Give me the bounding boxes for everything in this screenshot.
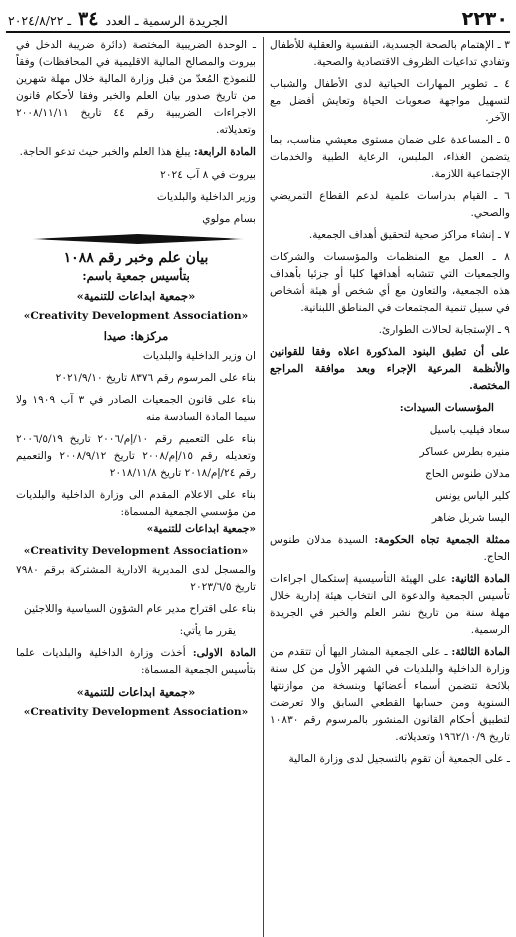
gov-representative [270, 532, 510, 566]
article-1 [16, 645, 256, 679]
founder-name: كلير الياس يونس [435, 490, 510, 502]
proposal-line: بناء على اقتراح مدير عام الشؤون السياسية واللاجئين [24, 603, 256, 615]
article-1-label: المادة الاولى: [192, 647, 256, 659]
article-4 [16, 144, 256, 161]
gazette-issue-line [8, 8, 228, 30]
two-column-body [6, 37, 510, 937]
article-2 [270, 571, 510, 639]
objective-item: ٣ ـ الإهتمام بالصحة الجسدية، النفسية والعقلية للأطفال وتفادي تداعيات الظروف الاقتصادية والصحية. [270, 39, 510, 68]
article-4-text: يبلغ هذا العلم والخبر حيث تدعو الحاجة. [19, 146, 191, 158]
founder-name: سعاد فيليب باسيل [429, 424, 510, 436]
notice-title: بيان علم وخبر رقم ١٠٨٨ [63, 250, 209, 266]
hq-value: صيدا [103, 329, 127, 343]
notice-subtitle: بتأسيس جمعية باسم: [82, 269, 190, 283]
preamble-line: ان وزير الداخلية والبلديات [142, 350, 256, 362]
headquarters [16, 328, 256, 345]
page-number: ٢٢٣٠ [461, 8, 508, 30]
preamble-line: بناء على التعميم رقم ١٠/إم/٢٠٠٦ تاريخ ٢٠٠٦/٥/١٩ وتعديله رقم ١٥/إم/٢٠٠٨ تاريخ ٢٠٠٨/٩/١٢ والتعميم رقم ٢٤/إم/٢٠١٨ تاريخ ٢٠١٨/١١/٨ [16, 433, 256, 479]
article-2-label: المادة الثانية: [451, 573, 510, 585]
tax-registration-line: ـ على الجمعية أن تقوم بالتسجيل لدى وزارة المالية [288, 753, 510, 765]
minister-name: بسام مولوي [202, 213, 256, 225]
association-name-ar: «جمعية ابداعات للتنمية» [76, 289, 196, 303]
article-3-label: المادة الثالثة: [451, 646, 510, 658]
objective-item: ٧ ـ إنشاء مراكز صحية لتحقيق أهداف الجمعية. [308, 229, 510, 241]
issue-number: ٣٤ [78, 8, 99, 30]
article-1-text: أخذت وزارة الداخلية والبلديات علما بتأسيس الجمعية المسماة: [16, 647, 256, 676]
section-divider [30, 234, 246, 244]
objective-item: ٩ ـ الإستجابة لحالات الطوارئ. [378, 324, 510, 336]
founder-name: مدلان طنوس الحاج [425, 468, 510, 480]
issue-date: ـ ٢٠٢٤/٨/٢٢ [8, 13, 72, 28]
gazette-title: الجريدة الرسمية ـ العدد [105, 13, 228, 28]
association-name-ar-3: «جمعية ابداعات للتنمية» [76, 685, 196, 699]
founders-label: المؤسسات السيدات: [399, 402, 494, 414]
place-date: بيروت في ٨ آب ٢٠٢٤ [160, 169, 256, 181]
association-name-ar-inline: «جمعية ابداعات للتنمية» [146, 523, 256, 535]
right-column [263, 37, 510, 937]
hq-label: مركزها: [130, 329, 169, 343]
gov-rep-label: ممثلة الجمعية تجاه الحكومة: [374, 534, 510, 546]
registration-line: والمسجل لدى المديرية الادارية المشتركة برقم ٧٩٨٠ تاريخ ٢٠٢٣/٦/٥ [16, 564, 256, 593]
preamble-line: بناء على قانون الجمعيات الصادر في ٣ آب ١٩٠٩ ولا سيما المادة السادسة منه [16, 394, 256, 423]
founder-name: اليسا شربل ضاهر [431, 512, 510, 524]
tax-registration-continued: ـ الوحدة الضريبية المختصة (دائرة ضريبة الدخل في بيروت والمصالح المالية الاقليمية في المحافظات) وفقاً للنموذج المُعدّ من قبل وزارة المالية خلال مهلة شهرين من تاريخ صدور بيان العلم والخبر وفقا لأحكام قانون الاجراءات الضريبية رقم ٤٤ تاريخ ٢٠٠٨/١١/١١ وتعديلاته. [16, 39, 256, 136]
left-column [16, 37, 263, 937]
article-4-label: المادة الرابعة: [193, 146, 256, 158]
compliance-note: على أن تطبق البنود المذكورة اعلاه وفقا للقوانين والأنظمة المرعية الإجراء وبعد موافقة المراجع المختصة. [270, 346, 510, 392]
objective-item: ٥ ـ المساعدة على ضمان مستوى معيشي مناسب، بما يتضمن الغذاء، الملبس، الرعاية الطبية والخدمات الإجتماعية اللازمة. [270, 134, 510, 180]
article-3-text: ـ على الجمعية المشار اليها أن تتقدم من وزارة الداخلية والبلديات في الشهر الأول من كل سنة بلائحة تتضمن أسماء أعضائها وبنسخة من موازنتها السنوية ومن حسابها القطعي السابق والا تعرضت لتطبيق أحكام القانون المنشور بالمرسوم رقم ١٠٨٣٠ تاريخ ١٩٦٢/١٠/٩ وتعديلاته. [270, 646, 510, 743]
article-3 [270, 644, 510, 746]
preamble-line: بناء على المرسوم رقم ٨٣٧٦ تاريخ ٢٠٢١/٩/١٠ [55, 372, 256, 384]
association-name-en: «Creativity Development Association» [23, 310, 249, 322]
association-name-en-3: «Creativity Development Association» [23, 706, 249, 718]
page-header [6, 6, 510, 33]
article-2-text: على الهيئة التأسيسية إستكمال اجراءات تأسيس الجمعية والدعوة الى انتخاب هيئة إدارية خلال مهلة سنة من تاريخ نشر العلم والخبر في الجريدة الرسمية. [270, 573, 510, 636]
objective-item: ٨ ـ العمل مع المنظمات والمؤسسات والشركات والجمعيات التي تتشابه أهدافها كليا أو جزئيا بأهداف هذه الجمعية، والتعاون مع أي شخص أو هيئة أشخاص في سبيل تنمية المجتمعات في المناطق اللبنانية. [270, 251, 510, 314]
minister-title: وزير الداخلية والبلديات [156, 191, 256, 203]
association-name-en-2: «Creativity Development Association» [23, 545, 249, 557]
gov-rep-value: السيدة مدلان طنوس الحاج. [270, 534, 510, 563]
founder-name: منيره بطرس عساكر [419, 446, 510, 458]
objective-item: ٤ ـ تطوير المهارات الحياتية لدى الأطفال والشباب لتسهيل مواجهة صعوبات الحياة وتعايش أفضل مع الآخر. [270, 78, 510, 124]
decides-line: يقرر ما يأتي: [179, 625, 236, 637]
preamble-line: بناء على الاعلام المقدم الى وزارة الداخلية والبلديات من مؤسسي الجمعية المسماة: [16, 489, 256, 518]
objective-item: ٦ ـ القيام بدراسات علمية لدعم القطاع التمريضي والصحي. [270, 190, 510, 219]
